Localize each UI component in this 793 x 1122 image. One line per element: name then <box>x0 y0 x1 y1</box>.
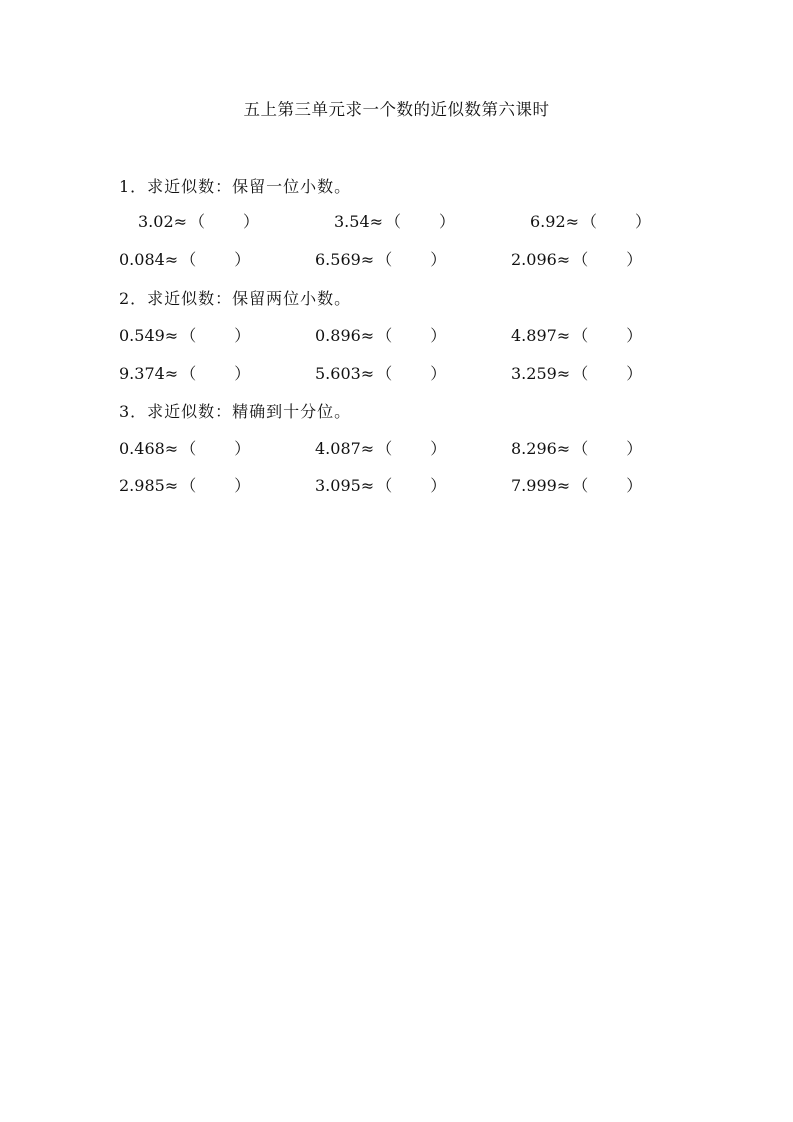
section-3-row-1 <box>0 436 793 460</box>
problem-item <box>119 361 250 384</box>
problem-item <box>511 473 642 496</box>
problem-number: 6.92≈ <box>530 212 580 231</box>
problem-item <box>315 323 446 346</box>
section-3-heading: 3．求近似数：精确到十分位。 <box>119 402 352 421</box>
problem-item <box>511 323 642 346</box>
problem-item <box>315 473 446 496</box>
answer-blank[interactable]: （ ） <box>180 364 251 383</box>
section-2-row-1 <box>0 323 793 347</box>
answer-blank[interactable]: （ ） <box>376 439 447 458</box>
problem-item <box>315 247 446 270</box>
problem-number: 4.897≈ <box>511 326 571 345</box>
problem-number: 4.087≈ <box>315 439 375 458</box>
problem-item <box>119 473 250 496</box>
problem-item <box>119 323 250 346</box>
section-2-heading: 2．求近似数：保留两位小数。 <box>119 289 352 308</box>
problem-number: 0.896≈ <box>315 326 375 345</box>
problem-item <box>119 247 250 270</box>
answer-blank[interactable]: （ ） <box>180 326 251 345</box>
answer-blank[interactable]: （ ） <box>572 250 643 269</box>
answer-blank[interactable]: （ ） <box>385 212 456 231</box>
answer-blank[interactable]: （ ） <box>572 439 643 458</box>
problem-number: 0.084≈ <box>119 250 179 269</box>
section-1-row-1 <box>0 209 793 233</box>
problem-number: 0.468≈ <box>119 439 179 458</box>
problem-number: 2.985≈ <box>119 476 179 495</box>
answer-blank[interactable]: （ ） <box>572 364 643 383</box>
problem-number: 5.603≈ <box>315 364 375 383</box>
problem-number: 9.374≈ <box>119 364 179 383</box>
problem-item <box>511 247 642 270</box>
answer-blank[interactable]: （ ） <box>376 476 447 495</box>
problem-item <box>315 361 446 384</box>
section-1-heading: 1．求近似数：保留一位小数。 <box>119 177 352 196</box>
problem-item <box>138 209 259 232</box>
section-1-row-2 <box>0 247 793 271</box>
answer-blank[interactable]: （ ） <box>376 250 447 269</box>
problem-item <box>315 436 446 459</box>
answer-blank[interactable]: （ ） <box>572 326 643 345</box>
problem-item <box>530 209 651 232</box>
page-title: 五上第三单元求一个数的近似数第六课时 <box>243 100 550 119</box>
problem-number: 8.296≈ <box>511 439 571 458</box>
problem-number: 7.999≈ <box>511 476 571 495</box>
answer-blank[interactable]: （ ） <box>376 326 447 345</box>
problem-item <box>334 209 455 232</box>
answer-blank[interactable]: （ ） <box>180 476 251 495</box>
answer-blank[interactable]: （ ） <box>180 250 251 269</box>
problem-item <box>119 436 250 459</box>
problem-number: 2.096≈ <box>511 250 571 269</box>
problem-number: 0.549≈ <box>119 326 179 345</box>
problem-item <box>511 436 642 459</box>
section-2-row-2 <box>0 361 793 385</box>
problem-item <box>511 361 642 384</box>
problem-number: 3.095≈ <box>315 476 375 495</box>
problem-number: 3.54≈ <box>334 212 384 231</box>
answer-blank[interactable]: （ ） <box>581 212 652 231</box>
answer-blank[interactable]: （ ） <box>376 364 447 383</box>
problem-number: 3.02≈ <box>138 212 188 231</box>
section-3-row-2 <box>0 473 793 497</box>
answer-blank[interactable]: （ ） <box>572 476 643 495</box>
answer-blank[interactable]: （ ） <box>180 439 251 458</box>
problem-number: 6.569≈ <box>315 250 375 269</box>
problem-number: 3.259≈ <box>511 364 571 383</box>
answer-blank[interactable]: （ ） <box>189 212 260 231</box>
